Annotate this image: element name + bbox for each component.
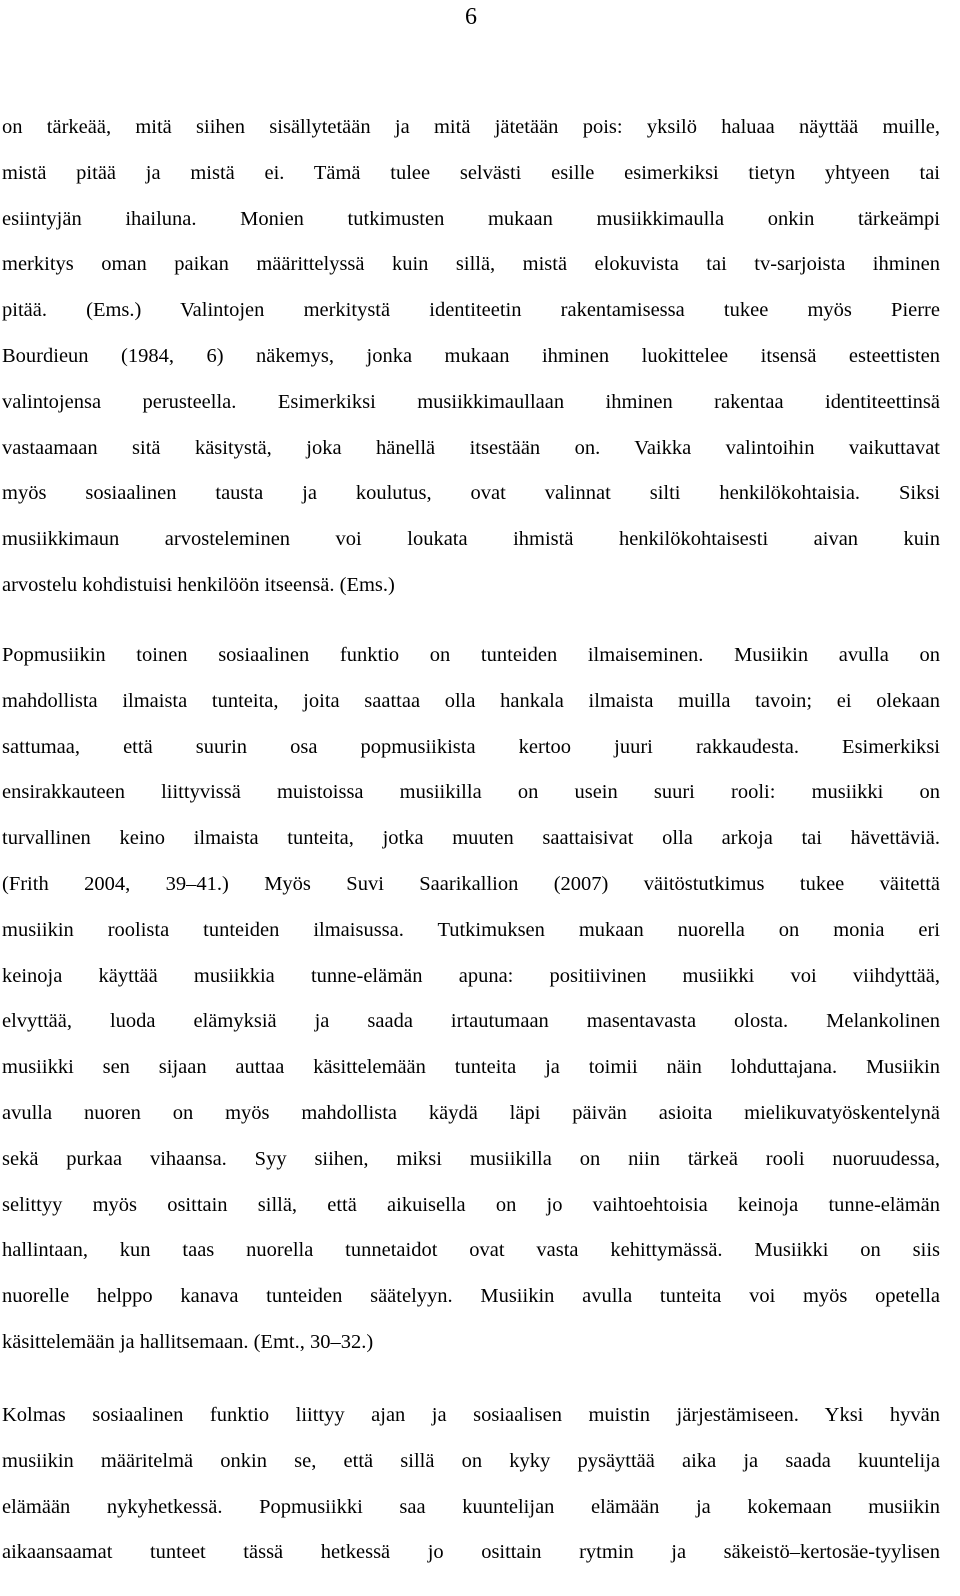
text-line: musiikin roolista tunteiden ilmaisussa. Tutkimuksen mukaan nuorella on monia eri — [2, 918, 940, 941]
text-line: merkitys oman paikan määrittelyssä kuin sillä, mistä elokuvista tai tv-sarjoista ihminen — [2, 253, 940, 276]
text-line: valintojensa perusteella. Esimerkiksi musiikkimaullaan ihminen rakentaa identiteettinsä — [2, 390, 940, 413]
text-line: myös sosiaalinen tausta ja koulutus, ovat valinnat silti henkilökohtaisia. Siksi — [2, 482, 940, 505]
text-line: (Frith 2004, 39–41.) Myös Suvi Saarikallion (2007) väitöstutkimus tukee väitettä — [2, 872, 940, 895]
text-line: selittyy myös osittain sillä, että aikuisella on jo vaihtoehtoisia keinoja tunne-elämän — [2, 1193, 940, 1216]
text-line: Kolmas sosiaalinen funktio liittyy ajan ja sosiaalisen muistin järjestämiseen. Yksi hyvän — [2, 1404, 940, 1426]
paragraph-3 — [2, 1393, 940, 1576]
text-line: ensirakkauteen liittyvissä muistoissa musiikilla on usein suuri rooli: musiikki on — [2, 781, 940, 804]
text-line: hallintaan, kun taas nuorella tunnetaidot ovat vasta kehittymässä. Musiikki on siis — [2, 1239, 940, 1262]
paragraph-1 — [2, 105, 940, 609]
text-line: pitää. (Ems.) Valintojen merkitystä identiteetin rakentamisessa tukee myös Pierre — [2, 299, 940, 322]
page-number: 6 — [465, 4, 477, 30]
paragraph-2 — [2, 633, 940, 1366]
text-line: vastaamaan sitä käsitystä, joka hänellä itsestään on. Vaikka valintoihin vaikuttavat — [2, 436, 940, 459]
text-line: sattumaa, että suurin osa popmusiikista kertoo juuri rakkaudesta. Esimerkiksi — [2, 735, 940, 758]
text-line: on tärkeää, mitä siihen sisällytetään ja mitä jätetään pois: yksilö haluaa näyttää muille, — [2, 116, 940, 138]
text-line: arvostelu kohdistuisi henkilöön itseensä. (Ems.) — [2, 573, 395, 596]
text-line: keinoja käyttää musiikkia tunne-elämän apuna: positiivinen musiikki voi viihdyttää, — [2, 964, 940, 987]
text-line: musiikin määritelmä onkin se, että sillä on kyky pysäyttää aika ja saada kuuntelija — [2, 1449, 940, 1472]
text-line: sekä purkaa vihaansa. Syy siihen, miksi musiikilla on niin tärkeä rooli nuoruudessa, — [2, 1147, 940, 1170]
text-line: elämään nykyhetkessä. Popmusiikki saa kuuntelijan elämään ja kokemaan musiikin — [2, 1495, 940, 1518]
text-line: musiikkimaun arvosteleminen voi loukata ihmistä henkilökohtaisesti aivan kuin — [2, 528, 940, 551]
text-line: käsittelemään ja hallitsemaan. (Emt., 30–32.) — [2, 1330, 374, 1353]
text-line: mistä pitää ja mistä ei. Tämä tulee selvästi esille esimerkiksi tietyn yhtyeen tai — [2, 161, 940, 184]
text-line: elvyttää, luoda elämyksiä ja saada irtautumaan masentavasta olosta. Melankolinen — [2, 1010, 940, 1033]
text-line: nuorelle helppo kanava tunteiden säätelyyn. Musiikin avulla tunteita voi myös opetella — [2, 1285, 940, 1308]
text-line: musiikki sen sijaan auttaa käsittelemään tunteita ja toimii näin lohduttajana. Musiikin — [2, 1056, 940, 1079]
text-line: Bourdieun (1984, 6) näkemys, jonka mukaan ihminen luokittelee itsensä esteettisten — [2, 344, 940, 367]
text-line: mahdollista ilmaista tunteita, joita saattaa olla hankala ilmaista muilla tavoin; ei olekaan — [2, 689, 940, 712]
text-line: aikaansaamat tunteet tässä hetkessä jo osittain rytmin ja säkeistö–kertosäe-tyylisen — [2, 1541, 940, 1564]
text-line: Popmusiikin toinen sosiaalinen funktio on tunteiden ilmaiseminen. Musiikin avulla on — [2, 644, 940, 666]
text-line: esiintyjän ihailuna. Monien tutkimusten mukaan musiikkimaulla onkin tärkeämpi — [2, 207, 940, 230]
text-line: turvallinen keino ilmaista tunteita, jotka muuten saattaisivat olla arkoja tai hävettäviä. — [2, 827, 940, 850]
text-line: avulla nuoren on myös mahdollista käydä läpi päivän asioita mielikuvatyöskentelynä — [2, 1101, 940, 1124]
